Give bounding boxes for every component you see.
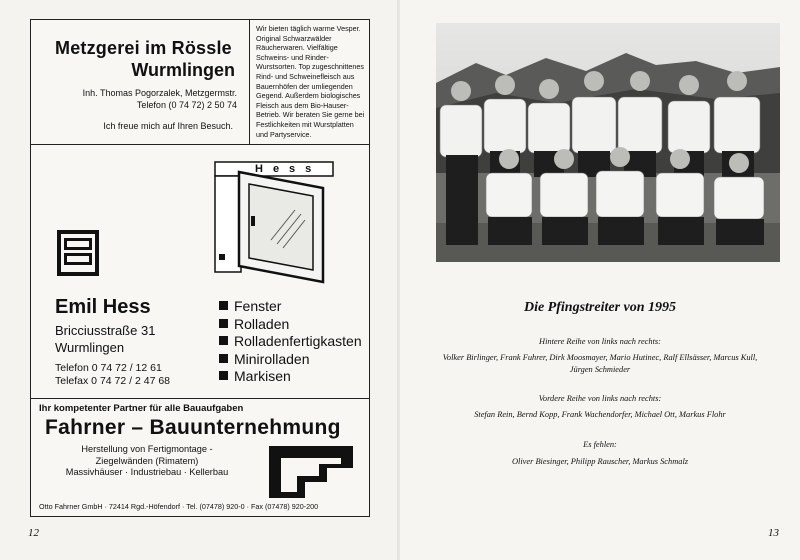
missing-names: Oliver Biesinger, Philipp Rauscher, Markus Schmalz [511, 457, 689, 466]
metzgerei-description: Wir bieten täglich warme Vesper. Original Schwarzwälder Räucherwaren. Vielfältige Schweins- und Rinder-Wurstsorten. Top zugeschnittenes Rind- und Schweinefleisch aus Bauernhöfen der umliegenden Gegend. Außerdem biologisches Fleisch aus dem Bio-Hauser-Betrieb. Wir beraten Sie gerne bei Festlichkeiten mit Wurstplatten und Partyservice. [256, 24, 365, 139]
hess-logo [57, 230, 99, 276]
hess-product: Rolladenfertigkasten [219, 333, 362, 351]
hess-telefax: Telefax 0 74 72 / 2 47 68 [55, 375, 171, 387]
hess-product: Minirolladen [219, 351, 362, 369]
hess-telefon: Telefon 0 74 72 / 12 61 [55, 362, 162, 374]
fahrner-ad [31, 398, 369, 516]
caption-title: Die Pfingstreiter von 1995 [523, 300, 677, 315]
metzgerei-ad [31, 20, 369, 145]
fahrner-footer: Otto Fahrner GmbH · 72414 Rgd.-Höfendorf · Tel. (07478) 920-0 · Fax (07478) 920-200 [39, 502, 319, 511]
fahrner-company-name: Fahrner – Bauunternehmung [45, 416, 341, 439]
hess-address [55, 322, 155, 356]
group-photo [436, 23, 780, 262]
hess-company-name: Emil Hess [55, 296, 151, 318]
fahrner-services: Herstellung von Fertigmontage - Ziegelwänden (Rimatem) Massivhäuser · Industriebau · Kellerbau [65, 444, 229, 477]
hess-street: Bricciusstraße 31 [55, 323, 156, 338]
right-page [400, 0, 800, 560]
hess-product: Markisen [219, 368, 362, 386]
hess-product-list [219, 298, 362, 386]
fahrner-logo [261, 442, 361, 500]
back-row-names: Volker Birlinger, Frank Fuhrer, Dirk Moosmayer, Mario Hutinec, Ralf Ellsässer, Marcus Kull, [442, 353, 758, 362]
page-number-right: 13 [768, 527, 779, 539]
page-number-left: 12 [28, 527, 39, 539]
hess-product: Fenster [219, 298, 362, 316]
metzgerei-owner: Inh. Thomas Pogorzalek, Metzgermstr. [82, 88, 237, 98]
hess-product: Rolladen [219, 316, 362, 334]
back-row-names-cont: Jürgen Schmieder [569, 365, 631, 374]
back-row-heading: Hintere Reihe von links nach rechts: [539, 337, 661, 346]
metzgerei-contact [31, 20, 249, 144]
metzgerei-phone: Telefon (0 74 72) 2 50 74 [136, 100, 237, 110]
metzgerei-name: Metzgerei im Rössle [55, 38, 232, 58]
metzgerei-description-box [249, 20, 370, 144]
missing-heading: Es fehlen: [583, 440, 617, 449]
hess-sign-text: Hess [255, 163, 322, 175]
hess-city: Wurmlingen [55, 340, 125, 355]
advertisement-block [30, 19, 370, 517]
hess-ad [31, 144, 369, 399]
hess-contact [55, 362, 170, 388]
fahrner-tagline: Ihr kompetenter Partner für alle Bauaufgaben [39, 403, 244, 414]
metzgerei-town: Wurmlingen [131, 60, 235, 80]
metzgerei-visit-text: Ich freue mich auf Ihren Besuch. [103, 121, 233, 131]
front-row-names: Stefan Rein, Bernd Kopp, Frank Wachendorfer, Michael Ott, Markus Flohr [474, 410, 726, 419]
front-row-heading: Vordere Reihe von links nach rechts: [538, 394, 662, 403]
